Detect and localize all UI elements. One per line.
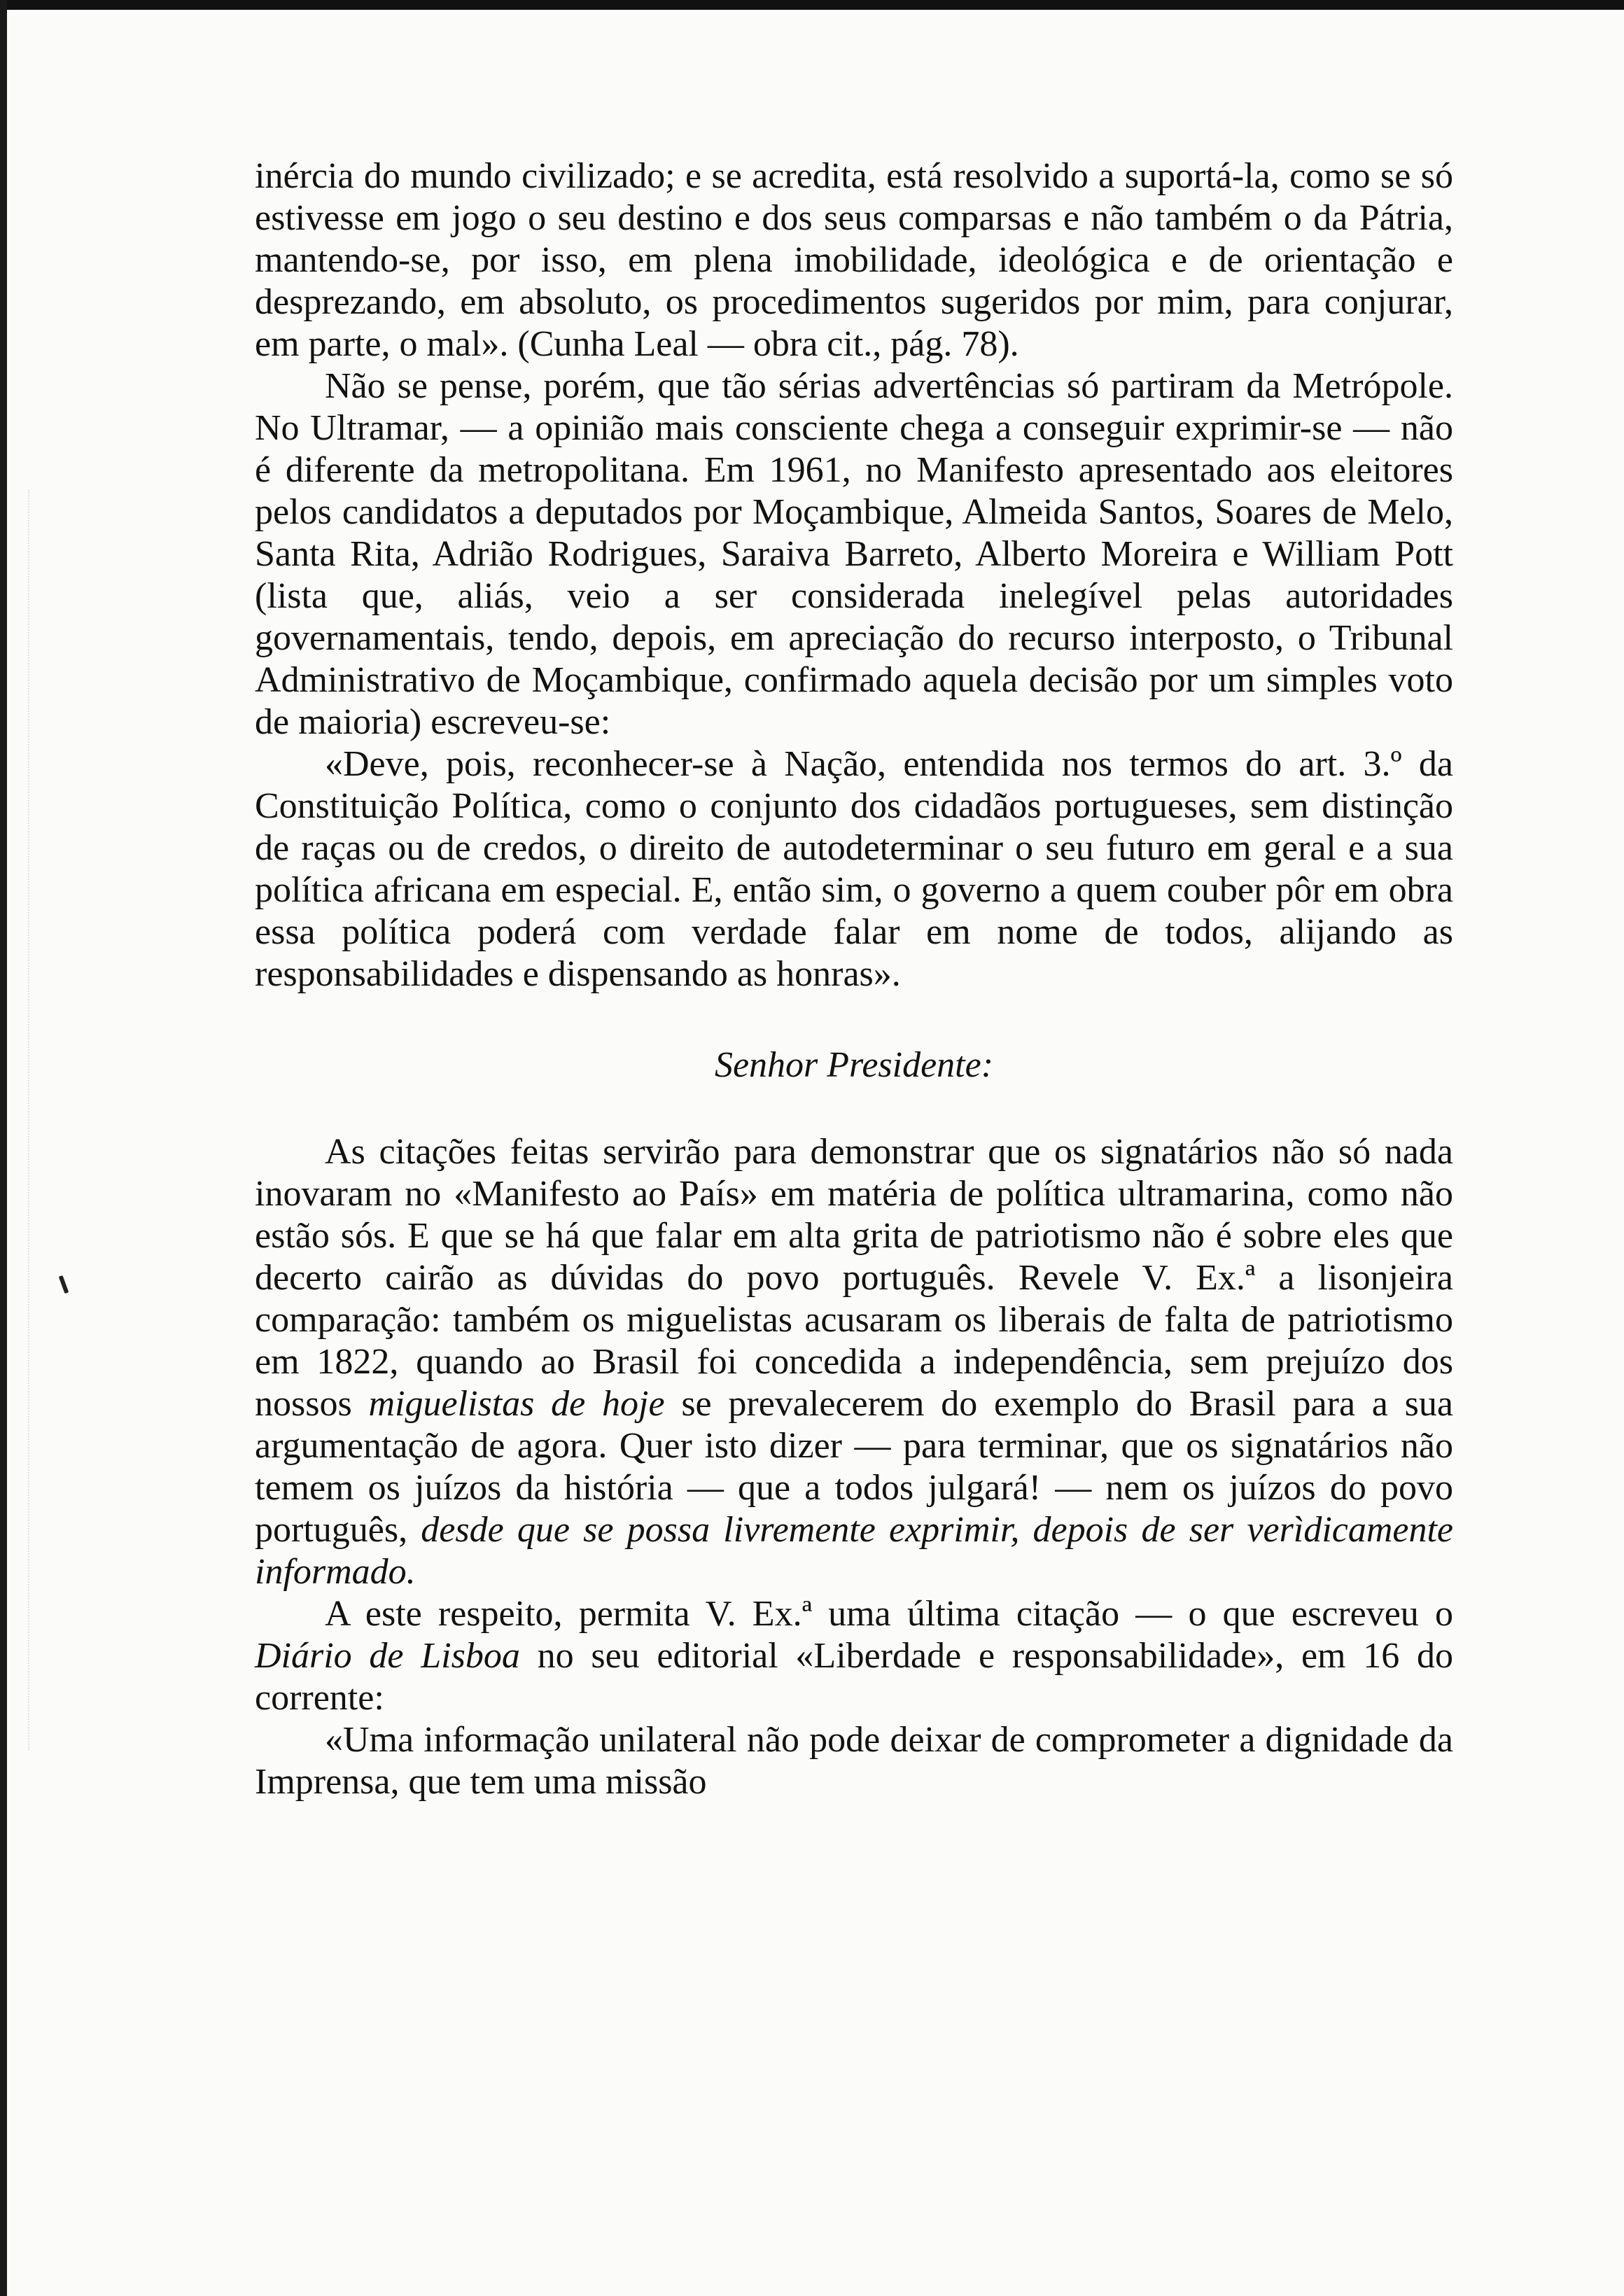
p5-text-2: no seu editorial «Liberdade e responsabilidade», em 16 do corrente: <box>255 1636 1453 1718</box>
scan-artifact <box>28 490 35 1750</box>
p4-emphasis-1: miguelistas de hoje <box>368 1384 665 1424</box>
p5-emphasis-1: Diário de Lisboa <box>255 1636 520 1676</box>
p4-text-1: As citações feitas servirão para demonstrar que os signatários não só nada inovaram no «Manifesto ao País» em matéria de política ultramarina, como não estão sós. E que se há que falar em alta grita de patriotismo não é sobre eles que decerto cairão as dúvidas do povo português. Revele V. Ex.ª a lisonjeira comparação: também os miguelistas acusaram os liberais de falta de patriotismo em 1822, quando ao Brasil foi concedida a independência, sem prejuízo dos nossos <box>255 1132 1453 1424</box>
p4-emphasis-2: desde que se possa livremente exprimir, depois de ser verìdicamente informado. <box>255 1510 1453 1592</box>
scan-left-edge <box>0 0 7 2296</box>
paragraph-3-quote: «Deve, pois, reconhecer-se à Nação, entendida nos termos do art. 3.º da Constituição Política, como o conjunto dos cidadãos portugueses, sem distinção de raças ou de credos, o direito de autodeterminar o seu futuro em geral e a sua política africana em especial. E, então sim, o governo a quem couber pôr em obra essa política poderá com verdade falar em nome de todos, alijando as responsabilidades e dispensando as honras». <box>255 744 1453 994</box>
paragraph-6-quote: «Uma informação unilateral não pode deixar de comprometer a dignidade da Imprensa, que tem uma missão <box>255 1720 1453 1802</box>
paragraph-1: inércia do mundo civilizado; e se acredita, está resolvido a suportá-la, como se só estivesse em jogo o seu destino e dos seus comparsas e não também o da Pátria, mantendo-se, por isso, em plena imobilidade, ideológica e de orientação e desprezando, em absoluto, os procedimentos sugeridos por mim, para conjurar, em parte, o mal». (Cunha Leal — obra cit., pág. 78). <box>255 156 1453 364</box>
paragraph-4 <box>255 1131 1453 1593</box>
paragraph-5 <box>255 1593 1453 1719</box>
p5-text-1: A este respeito, permita V. Ex.ª uma última citação — o que escreveu o <box>325 1594 1453 1634</box>
section-heading: Senhor Presidente: <box>714 1045 994 1085</box>
scan-top-edge <box>0 0 1624 10</box>
paragraph-2: Não se pense, porém, que tão sérias advertências só partiram da Metrópole. No Ultramar, — a opinião mais consciente chega a conseguir exprimir-se — não é diferente da metropolitana. Em 1961, no Manifesto apresentado aos eleitores pelos candidatos a deputados por Moçambique, Almeida Santos, Soares de Melo, Santa Rita, Adrião Rodrigues, Saraiva Barreto, Alberto Moreira e William Pott (lista que, aliás, veio a ser considerada inelegível pelas autoridades governamentais, tendo, depois, em apreciação do recurso interposto, o Tribunal Administrativo de Moçambique, confirmado aquela decisão por um simples voto de maioria) escreveu-se: <box>255 366 1453 742</box>
margin-mark <box>59 1275 69 1294</box>
body-text <box>255 155 1453 1803</box>
p4-text-2: se prevalecerem do exemplo do Brasil para a sua argumentação de agora. Quer isto dizer — para terminar, que os signatários não temem os juízos da história — que a todos julgará! — nem os juízos do povo português, <box>255 1384 1453 1550</box>
